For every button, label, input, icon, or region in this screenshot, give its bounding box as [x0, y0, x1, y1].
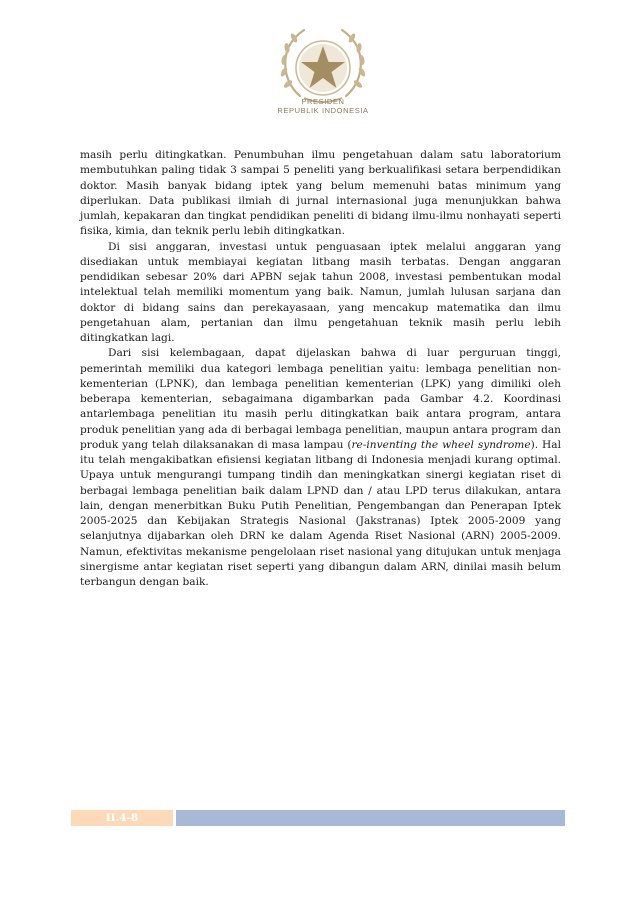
paragraph-3-part-2: ). Hal itu telah mengakibatkan efisiensi kegiatan litbang di Indonesia menjadi kurang optimal. Upaya untuk mengurangi tumpang tindih dan meningkatkan sinergi kegiatan riset di berbagai lembaga penelitian baik dalam LPND dan / atau LPD terus dilakukan, antara lain, dengan menerbitkan Buku Putih Penelitian, Pengembangan dan Penerapan Iptek 2005-2025 dan Kebijakan Strategis Nasional (Jakstranas) Iptek 2005-2009 yang selanjutnya dijabarkan oleh DRN ke dalam Agenda Riset Nasional (ARN) 2005-2009. Namun, efektivitas mekanisme pengelolaan riset nasional yang ditujukan untuk menjaga sinergisme antar kegiatan riset seperti yang dibangun dalam ARN, dinilai masih belum terbangun dengan baik.: [80, 438, 561, 588]
emblem-caption-line2: REPUBLIK INDONESIA: [277, 106, 369, 115]
paragraph-3-part-1: Dari sisi kelembagaan, dapat dijelaskan bahwa di luar perguruan tinggi, pemerintah memiliki dua kategori lembaga penelitian yaitu: lembaga penelitian non-kementerian (LPNK), dan lembaga penelitian kementerian (LPK) yang dimiliki oleh beberapa kementerian, sebagaimana digambarkan pada Gambar 4.2. Koordinasi antarlembaga penelitian itu masih perlu ditingkatkan baik antara program, antara produk penelitian yang ada di berbagai lembaga penelitian, maupun antara program dan produk yang telah dilaksanakan di masa lampau (: [80, 347, 561, 451]
paragraph-3: [80, 346, 561, 590]
paragraph-3-italic-term: re-inventing the wheel syndrome: [351, 438, 531, 451]
document-body: [80, 148, 561, 590]
emblem-caption-line1: PRESIDEN: [301, 97, 345, 106]
paragraph-1: masih perlu ditingkatkan. Penumbuhan ilmu pengetahuan dalam satu laboratorium membutuhkan paling tidak 3 sampai 5 peneliti yang berkualifikasi setara berpendidikan doktor. Masih banyak bidang iptek yang belum memenuhi batas minimum yang diperlukan. Data publikasi ilmiah di jurnal internasional juga menunjukkan bahwa jumlah, kepakaran dan tingkat pendidikan peneliti di bidang ilmu-ilmu nonhayati seperti fisika, kimia, dan teknik perlu lebih ditingkatkan.: [80, 149, 561, 238]
page-number: II.4-8: [71, 810, 173, 826]
emblem-caption: [258, 97, 388, 115]
footer-bar: [176, 810, 565, 826]
paragraph-2: Di sisi anggaran, investasi untuk penguasaan iptek melalui anggaran yang disediakan untuk membiayai kegiatan litbang masih terbatas. Dengan anggaran pendidikan sebesar 20% dari APBN sejak tahun 2008, investasi pembentukan modal intelektual telah memiliki momentum yang baik. Namun, jumlah lulusan sarjana dan doktor di bidang sains dan perekayasaan, yang mencakup matematika dan ilmu pengetahuan alam, pertanian dan ilmu pengetahuan teknik masih perlu lebih ditingkatkan lagi.: [80, 240, 561, 344]
